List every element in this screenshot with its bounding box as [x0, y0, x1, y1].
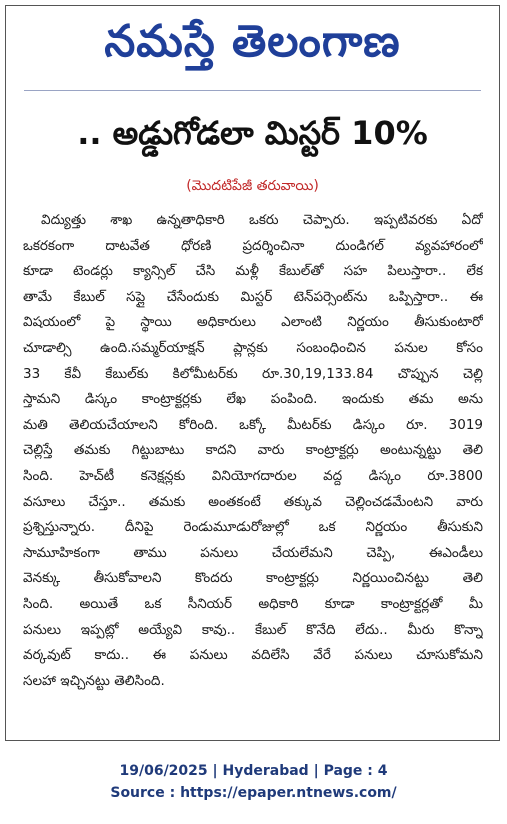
- article-line: ప్రశ్నిస్తున్నారు. దీనిపై రెండుమూడురోజుల్లో ఒక నిర్ణయం తీసుకుని: [23, 519, 483, 536]
- article-headline: .. అడ్డుగోడలా మిస్టర్ 10%: [77, 114, 428, 152]
- article-line: సింది. అయితే ఒక సీనియర్ అధికారి కూడా కాంట్రాక్టర్లతో మీ: [23, 595, 483, 612]
- clipping-frame: [5, 5, 500, 741]
- article-line: విద్యుత్తు శాఖ ఉన్నతాధికారి ఒకరు చెప్పారు. ఇప్పటివరకు ఏదో: [41, 212, 483, 228]
- continuation-note: (మొదటిపేజీ తరువాయి): [186, 178, 319, 194]
- article-body: [23, 208, 483, 694]
- article-line: చూడాల్సి ఉంది.సమ్మర్‌యాక్షన్ ప్లాన్లకు సంబంధించిన పనుల కోసం: [23, 339, 483, 356]
- article-line: వెనక్కు తీసుకోవాలని కొందరు కాంట్రాక్టర్లు నిర్ణయించినట్టు తెలి: [23, 570, 483, 587]
- newspaper-masthead: నమస్తే తెలంగాణ: [104, 16, 401, 67]
- article-line: సామూహికంగా తాము పనులు చేయలేమని చెప్పి, ఈఎండీలు: [23, 544, 483, 561]
- article-line: చెల్లిస్తే తమకు గిట్టుబాటు కాదని వారు కాంట్రాక్టర్లు అంటున్నట్టు తెలి: [23, 442, 483, 459]
- masthead-divider: [24, 90, 481, 91]
- article-line: వసూలు చేస్తూ.. తమకు అంతకంటే తక్కువ చెల్లించడమేంటని వారు: [23, 493, 483, 510]
- article-line: మతి తెలియచేయాలని కోరింది. ఒక్కో మీటర్‌కు డిస్కం రూ. 3019: [23, 416, 483, 433]
- source-link[interactable]: Source : https://epaper.ntnews.com/: [110, 785, 397, 801]
- article-line: సలహా ఇచ్చినట్టు తెలిసింది.: [23, 672, 165, 689]
- article-line: స్తామని డిస్కం కాంట్రాక్టర్లకు లేఖ పంపింది. ఇందుకు తమ అను: [23, 391, 483, 408]
- edition-info: 19/06/2025 | Hyderabad | Page : 4: [119, 763, 388, 779]
- article-line: కూడా టెండర్లు క్యాన్సిల్ చేసి మళ్లీ కేబుల్‌తో సహ పిలుస్తారా.. లేక: [23, 263, 483, 280]
- article-line: పనులు ఇప్పట్లో అయ్యేవి కావు.. కేబుల్ కొనేది లేదు.. మీరు కొన్నా: [23, 621, 483, 638]
- article-line: విషయంలో పై స్థాయి అధికారులు ఎలాంటి నిర్ణయం తీసుకుంటారో: [23, 314, 483, 331]
- article-line: సింది. హెచ్‌టీ కనెక్షన్లకు వినియోగదారుల వద్ద డిస్కం రూ.3800: [23, 467, 483, 484]
- article-line: ఒకరకంగా దాటవేత ధోరణి ప్రదర్శించినా దుండిగల్ వ్యవహారంలో: [23, 237, 483, 254]
- article-line: వర్కవుట్ కాదు.. ఈ పనులు వదిలేసి వేరే పనులు చూసుకోమని: [23, 647, 483, 664]
- article-line: 33 కేవీ కేబుల్‌కు కిలోమీటర్‌కు రూ.30,19,133.84 చొప్పున చెల్లి: [23, 365, 483, 382]
- article-line: తామే కేబుల్ సప్లై చేసేందుకు మిస్టర్ టెన్‌పర్సెంట్‌ను ఒప్పిస్తారా.. ఈ: [23, 288, 483, 305]
